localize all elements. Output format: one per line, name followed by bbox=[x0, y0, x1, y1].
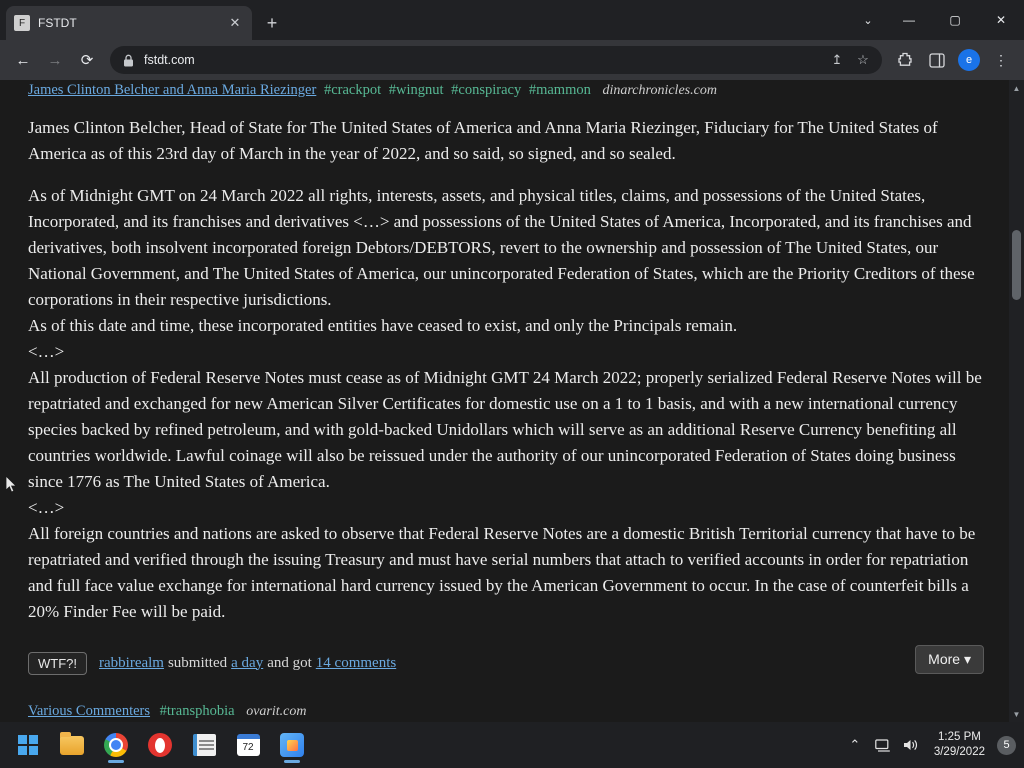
taskbar-calendar[interactable] bbox=[226, 725, 270, 765]
chrome-icon bbox=[104, 733, 128, 757]
reload-icon[interactable]: ⟳ bbox=[80, 52, 94, 69]
tab-title: FSTDT bbox=[38, 16, 77, 30]
window-controls bbox=[850, 0, 1024, 40]
calendar-icon: 72 bbox=[237, 734, 260, 756]
entry-paragraph-2: As of Midnight GMT on 24 March 2022 all rights, interests, assets, and physical titles, claims, and possessions of the United States, Incorporated, and its franchises and derivatives <…> and possessions of the United States of America, Incorporated, and its franchises and derivatives, both insolvent incorporated foreign Debtors/DEBTORS, revert to the ownership and possession of The United States, our National Government, and The United States of America, our unincorporated Federation of States, which are the Priority Creditors of these corporations in their respective jurisdictions. bbox=[28, 186, 975, 309]
tab-favicon: F bbox=[14, 15, 30, 31]
clock[interactable] bbox=[926, 730, 993, 760]
extensions-icon[interactable] bbox=[890, 45, 920, 75]
taskbar-file-explorer[interactable] bbox=[50, 725, 94, 765]
entry-authors[interactable]: James Clinton Belcher and Anna Maria Riezinger bbox=[28, 82, 317, 98]
page-content bbox=[0, 80, 1024, 722]
folder-icon bbox=[60, 736, 84, 755]
submitted-word: submitted bbox=[167, 654, 228, 671]
address-bar[interactable] bbox=[110, 46, 882, 74]
running-indicator-paint bbox=[284, 760, 300, 763]
next-entry-source: ovarit.com bbox=[246, 704, 307, 719]
and-got-word: and got bbox=[267, 654, 312, 671]
clock-time: 1:25 PM bbox=[938, 731, 981, 743]
tab-fstdt[interactable] bbox=[6, 6, 252, 40]
entry-paragraph-1: James Clinton Belcher, Head of State for The United States of America and Anna Maria Riezinger, Fiduciary for The United States of America as of this 23rd day of March in the year of 2022, and so said, so signed, and so sealed. bbox=[28, 118, 938, 163]
tag-crackpot[interactable]: #crackpot bbox=[323, 82, 382, 98]
scrollbar-thumb[interactable] bbox=[1012, 230, 1021, 300]
tag-transphobia[interactable]: #transphobia bbox=[159, 703, 235, 719]
entry-paragraph-4: <…> bbox=[28, 342, 65, 361]
paint-icon bbox=[280, 733, 304, 757]
more-button[interactable] bbox=[915, 645, 984, 674]
clock-date: 3/29/2022 bbox=[933, 746, 985, 758]
next-entry-tagline bbox=[28, 703, 984, 720]
tab-strip bbox=[0, 0, 1024, 40]
network-icon[interactable] bbox=[870, 730, 896, 760]
bookmark-star-icon[interactable]: ☆ bbox=[857, 52, 869, 67]
tag-conspiracy[interactable]: #conspiracy bbox=[451, 82, 522, 98]
article bbox=[0, 80, 1024, 720]
scroll-down-arrow[interactable]: ▼ bbox=[1012, 709, 1021, 719]
page-scrollbar[interactable] bbox=[1009, 80, 1024, 722]
entry-paragraph-6: <…> bbox=[28, 498, 65, 517]
taskbar bbox=[0, 722, 1024, 768]
entry-source: dinarchronicles.com bbox=[602, 83, 717, 98]
system-tray bbox=[842, 722, 1024, 768]
entry-tagline bbox=[28, 80, 984, 99]
address-bar-url: fstdt.com bbox=[144, 53, 195, 67]
tray-expand-chevron-icon[interactable]: ⌃ bbox=[849, 737, 861, 752]
tab-close-icon[interactable]: ✕ bbox=[229, 15, 241, 30]
tag-wingnut[interactable]: #wingnut bbox=[388, 82, 444, 98]
taskbar-opera[interactable] bbox=[138, 725, 182, 765]
volume-icon[interactable] bbox=[898, 730, 924, 760]
taskbar-news[interactable] bbox=[182, 725, 226, 765]
notification-badge[interactable]: 5 bbox=[997, 736, 1016, 755]
browser-toolbar bbox=[0, 40, 1024, 80]
entry-paragraph-5: All production of Federal Reserve Notes must cease as of Midnight GMT 24 March 2022; properly serialized Federal Reserve Notes will be repatriated and exchanged for new American Silver Certificates for domestic use on a 1 to 1 basis, and with a new international currency species backed by refined petroleum, and with gold-backed Unidollars which will serve as an additional Reserve Currency benefiting all countries worldwide. Lawful coinage will also be reissued under the authority of our unincorporated Federation of States doing business since 1776 as The United States of America. bbox=[28, 368, 982, 491]
running-indicator bbox=[108, 760, 124, 763]
minimize-button[interactable]: — bbox=[903, 13, 915, 27]
share-icon[interactable]: ↥ bbox=[831, 52, 843, 67]
entry-footer bbox=[28, 649, 984, 677]
next-entry-authors[interactable]: Various Commenters bbox=[28, 703, 151, 719]
chevron-down-icon: ▾ bbox=[963, 651, 971, 667]
entry-paragraph-7: All foreign countries and nations are asked to observe that Federal Reserve Notes are a domestic British Territorial currency that have to be repatriated and verified through the issuing Treasury and must have serial numbers that attach to verified accounts in order for repatriation and full face value exchange for international hard currency issued by the American Government to occur. In the case of counterfeit bills a 20% Finder Fee will be paid. bbox=[28, 524, 976, 621]
time-ago-link[interactable]: a day bbox=[231, 654, 264, 671]
comments-link[interactable]: 14 comments bbox=[315, 654, 397, 671]
opera-icon bbox=[148, 733, 172, 757]
news-icon bbox=[193, 734, 216, 756]
wtf-rating-button[interactable]: WTF?! bbox=[28, 652, 87, 675]
start-button[interactable] bbox=[6, 725, 50, 765]
forward-icon[interactable]: → bbox=[47, 51, 63, 69]
profile-avatar[interactable]: e bbox=[958, 49, 980, 71]
more-button-label: More bbox=[928, 651, 961, 667]
lock-icon bbox=[120, 52, 136, 68]
tab-search-icon[interactable]: ⌄ bbox=[863, 14, 873, 27]
back-icon[interactable]: ← bbox=[15, 51, 31, 69]
scroll-up-arrow[interactable]: ▲ bbox=[1012, 83, 1021, 93]
close-window-button[interactable]: ✕ bbox=[995, 13, 1007, 27]
side-panel-icon[interactable] bbox=[922, 45, 952, 75]
taskbar-paint[interactable] bbox=[270, 725, 314, 765]
windows-logo-icon bbox=[18, 735, 38, 755]
entry-paragraph-3: As of this date and time, these incorporated entities have ceased to exist, and only the Principals remain. bbox=[28, 316, 738, 335]
maximize-button[interactable]: ▢ bbox=[949, 13, 961, 27]
new-tab-button[interactable]: + bbox=[266, 12, 278, 33]
submitter-link[interactable]: rabbirealm bbox=[99, 654, 164, 671]
taskbar-chrome[interactable] bbox=[94, 725, 138, 765]
tag-mammon[interactable]: #mammon bbox=[528, 82, 591, 98]
chrome-menu-icon[interactable]: ⋮ bbox=[994, 51, 1008, 68]
